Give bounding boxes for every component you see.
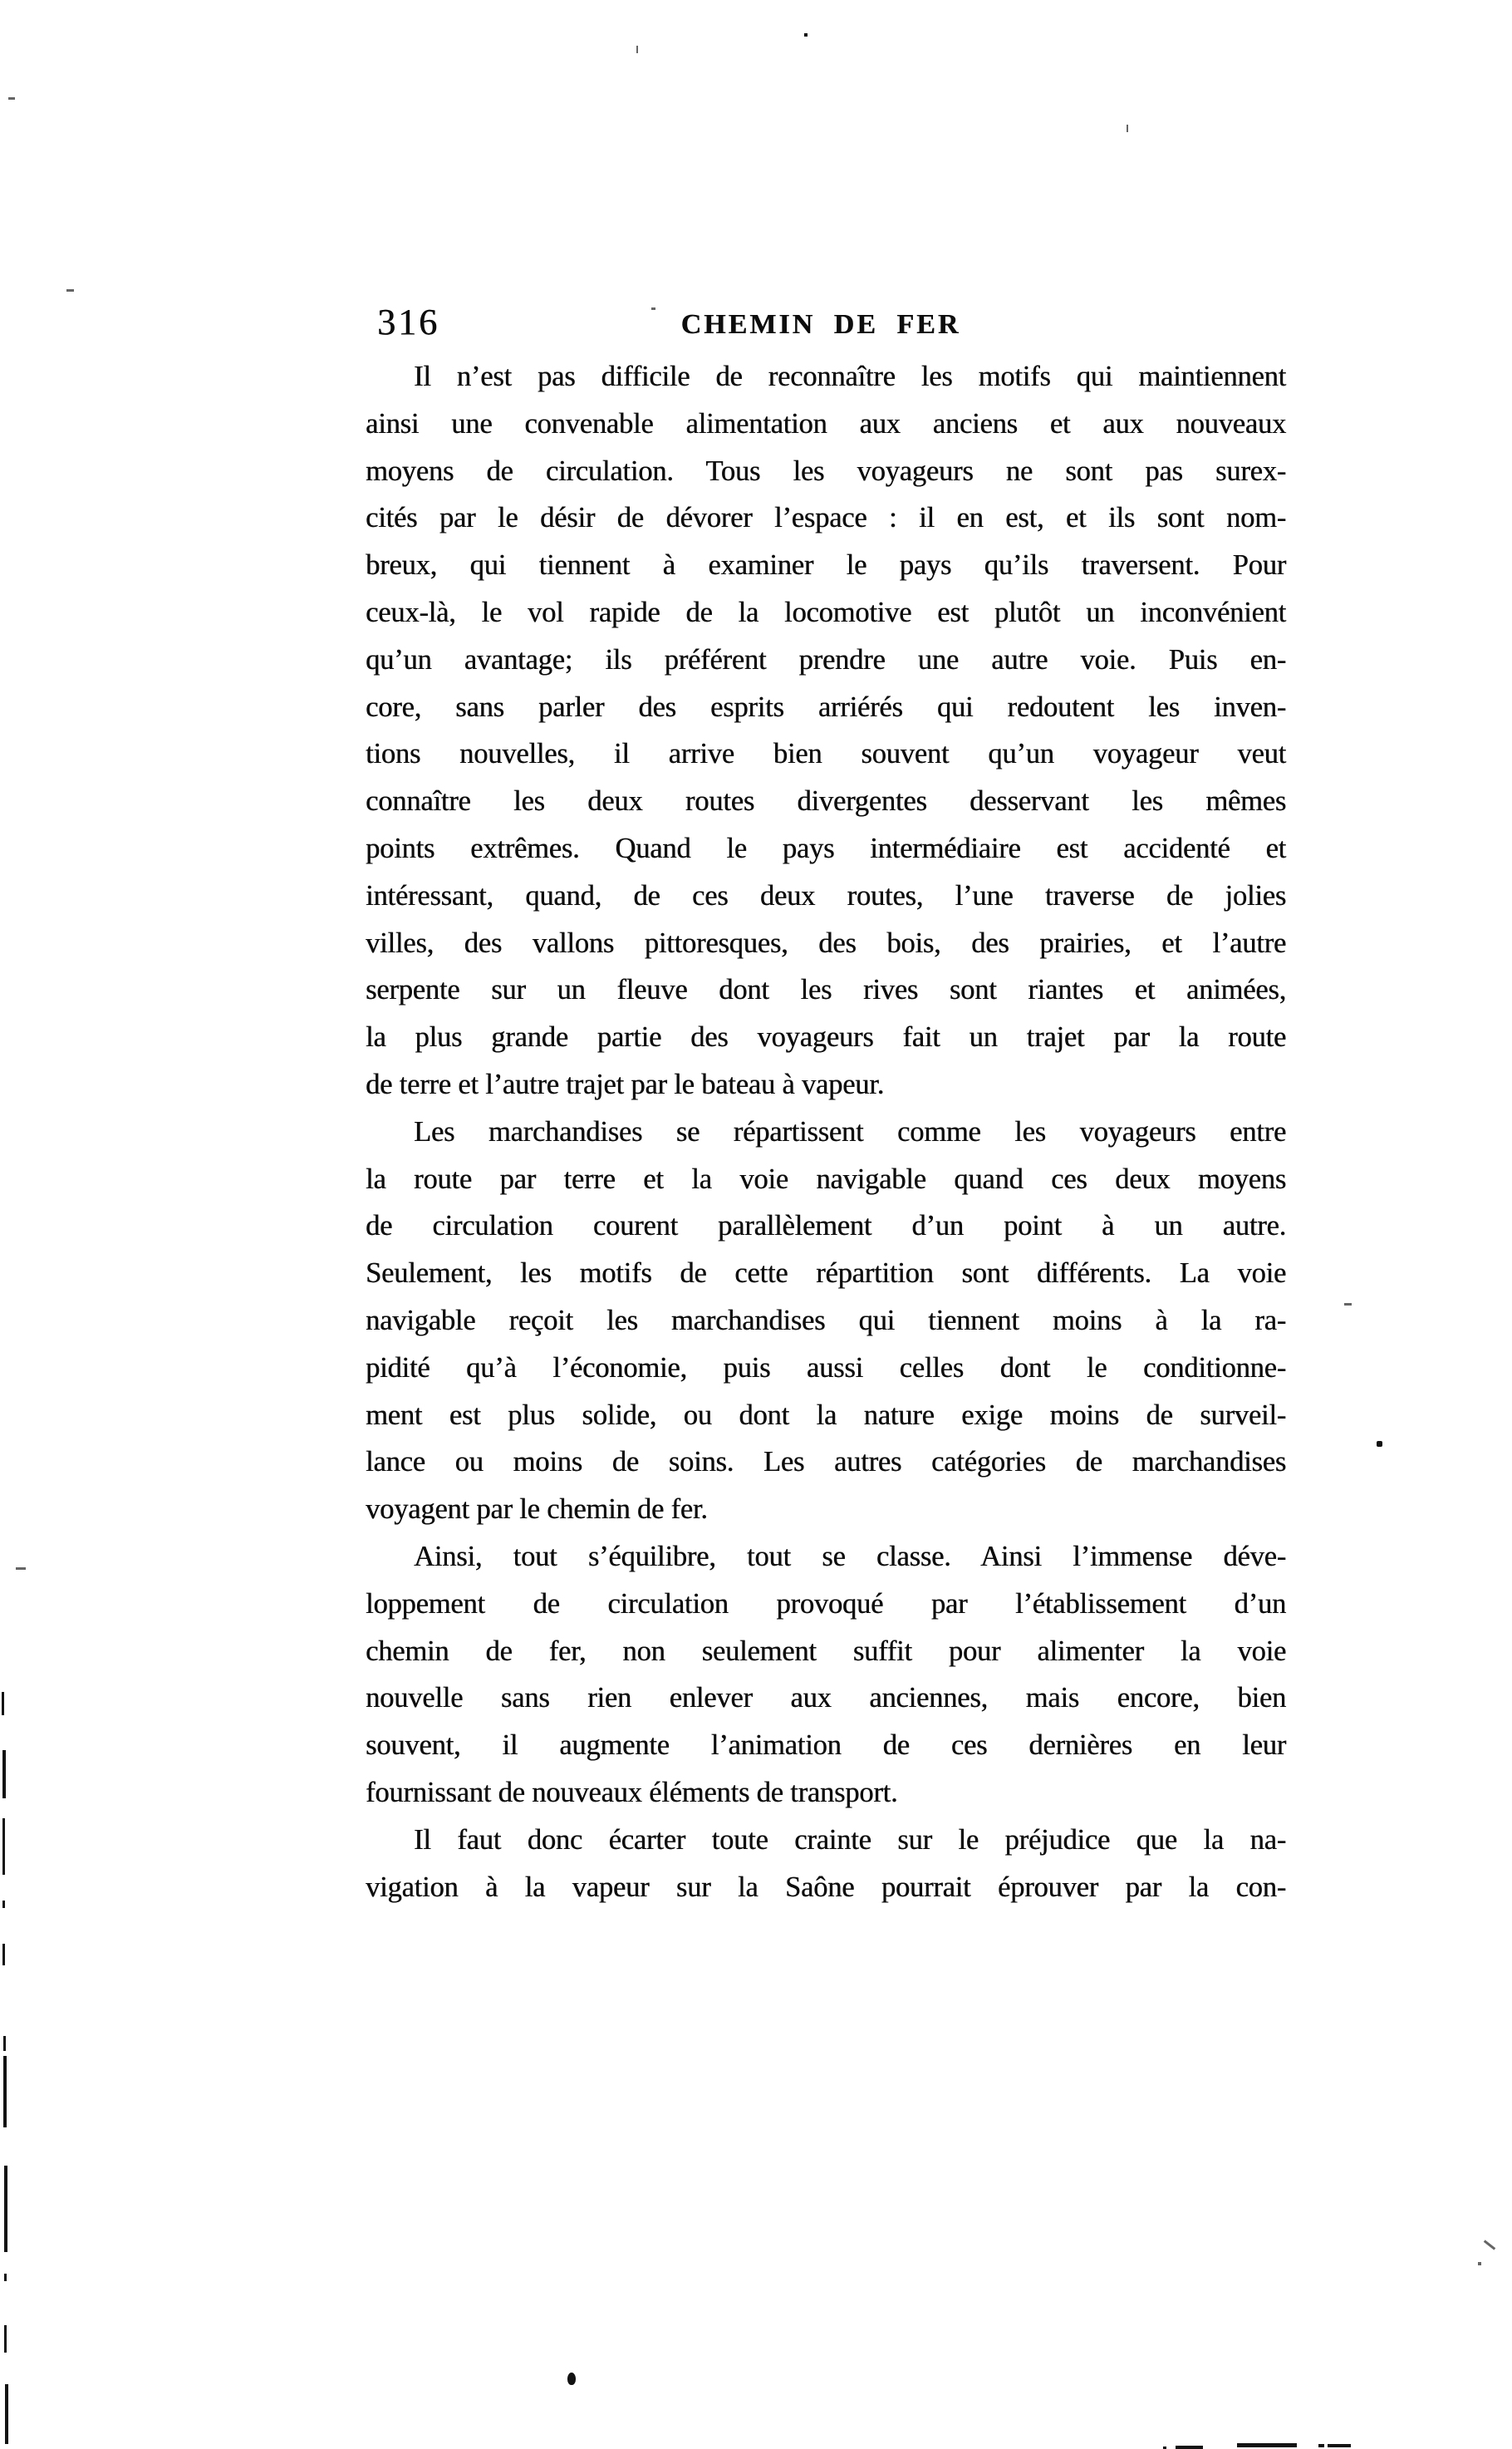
text-line: la plus grande partie des voyageurs fait un trajet par la route — [366, 1021, 1286, 1054]
text-line: intéressant, quand, de ces deux routes, l’une traverse de jolies — [366, 879, 1286, 912]
scan-artifact — [1377, 1441, 1382, 1447]
scan-artifact — [8, 97, 15, 100]
text-line: ceux-là, le vol rapide de la locomotive est plutôt un inconvénient — [366, 596, 1286, 628]
scan-artifact — [2, 1901, 5, 1908]
text-line: points extrêmes. Quand le pays intermédiaire est accidenté et — [366, 832, 1286, 864]
scan-artifact — [2, 1944, 5, 1965]
text-line: cités par le désir de dévorer l’espace : il en est, et ils sont nom- — [366, 502, 1286, 534]
scan-artifact — [1237, 2443, 1297, 2447]
text-line: serpente sur un fleuve dont les rives sont riantes et animées, — [366, 974, 1286, 1006]
text-line: souvent, il augmente l’animation de ces dernières en leur — [366, 1729, 1286, 1762]
page-number: 316 — [377, 302, 439, 342]
scan-artifact — [1318, 2444, 1324, 2447]
scan-artifact — [5, 2384, 8, 2444]
body-text — [366, 353, 1286, 1911]
text-line: moyens de circulation. Tous les voyageurs ne sont pas surex- — [366, 455, 1286, 487]
scan-artifact — [651, 307, 655, 310]
scan-artifact — [4, 2166, 7, 2252]
text-line: de terre et l’autre trajet par le bateau à vapeur. — [366, 1068, 885, 1100]
scan-artifact — [3, 2056, 7, 2127]
scan-artifact — [4, 2325, 7, 2353]
text-line: navigable reçoit les marchandises qui tiennent moins à la ra- — [366, 1304, 1286, 1336]
text-line: ainsi une convenable alimentation aux anciens et aux nouveaux — [366, 407, 1286, 440]
scan-artifact — [1127, 125, 1128, 132]
text-line: ment est plus solide, ou dont la nature exige moins de surveil- — [366, 1399, 1286, 1431]
scan-artifact — [2, 1750, 6, 1798]
scan-artifact — [1328, 2444, 1351, 2447]
text-line: la route par terre et la voie navigable quand ces deux moyens — [366, 1163, 1286, 1195]
ink-blob-artifact — [567, 2373, 576, 2385]
scan-artifact — [2, 1692, 4, 1715]
text-line: chemin de fer, non seulement suffit pour alimenter la voie — [366, 1635, 1286, 1667]
text-line: pidité qu’à l’économie, puis aussi celles dont le conditionne- — [366, 1351, 1286, 1384]
text-line: villes, des vallons pittoresques, des bois, des prairies, et l’autre — [366, 927, 1286, 959]
scan-artifact — [4, 2274, 7, 2281]
text-line: nouvelle sans rien enlever aux anciennes, mais encore, bien — [366, 1682, 1286, 1714]
text-line: lance ou moins de soins. Les autres catégories de marchandises — [366, 1446, 1286, 1478]
text-line: Les marchandises se répartissent comme les voyageurs entre — [414, 1115, 1286, 1148]
text-line: breux, qui tiennent à examiner le pays qu’ils traversent. Pour — [366, 549, 1286, 582]
text-line: tions nouvelles, il arrive bien souvent qu’un voyageur veut — [366, 738, 1286, 770]
scan-artifact — [1484, 2240, 1495, 2250]
page-header — [366, 301, 1286, 342]
text-line: Il n’est pas difficile de reconnaître les motifs qui maintiennent — [414, 361, 1286, 392]
text-line: connaître les deux routes divergentes desservant les mêmes — [366, 785, 1286, 818]
scan-artifact — [16, 1567, 26, 1570]
scan-artifact — [2, 1818, 5, 1875]
scan-artifact — [3, 2036, 6, 2051]
text-line: Il faut donc écarter toute crainte sur le préjudice que la na- — [414, 1823, 1286, 1856]
running-title: CHEMIN DE FER — [680, 309, 961, 340]
text-line: fournissant de nouveaux éléments de transport. — [366, 1776, 898, 1808]
scan-artifact — [1478, 2262, 1481, 2265]
scan-artifact — [1344, 1303, 1352, 1306]
text-line: de circulation courent parallèlement d’un point à un autre. — [366, 1210, 1286, 1242]
text-line: vigation à la vapeur sur la Saône pourrait éprouver par la con- — [366, 1871, 1286, 1903]
scan-artifact — [636, 46, 638, 53]
scan-artifact — [66, 289, 74, 292]
text-line: voyagent par le chemin de fer. — [366, 1493, 708, 1526]
text-line: loppement de circulation provoqué par l’établissement d’un — [366, 1587, 1286, 1620]
scan-artifact — [804, 33, 808, 37]
text-line: Seulement, les motifs de cette répartition sont différents. La voie — [366, 1257, 1286, 1290]
scan-artifact — [1176, 2446, 1203, 2449]
text-line: core, sans parler des esprits arriérés qui redoutent les inven- — [366, 691, 1286, 723]
text-line: qu’un avantage; ils préférent prendre une autre voie. Puis en- — [366, 643, 1286, 676]
text-line: Ainsi, tout s’équilibre, tout se classe. Ainsi l’immense déve- — [414, 1540, 1286, 1572]
